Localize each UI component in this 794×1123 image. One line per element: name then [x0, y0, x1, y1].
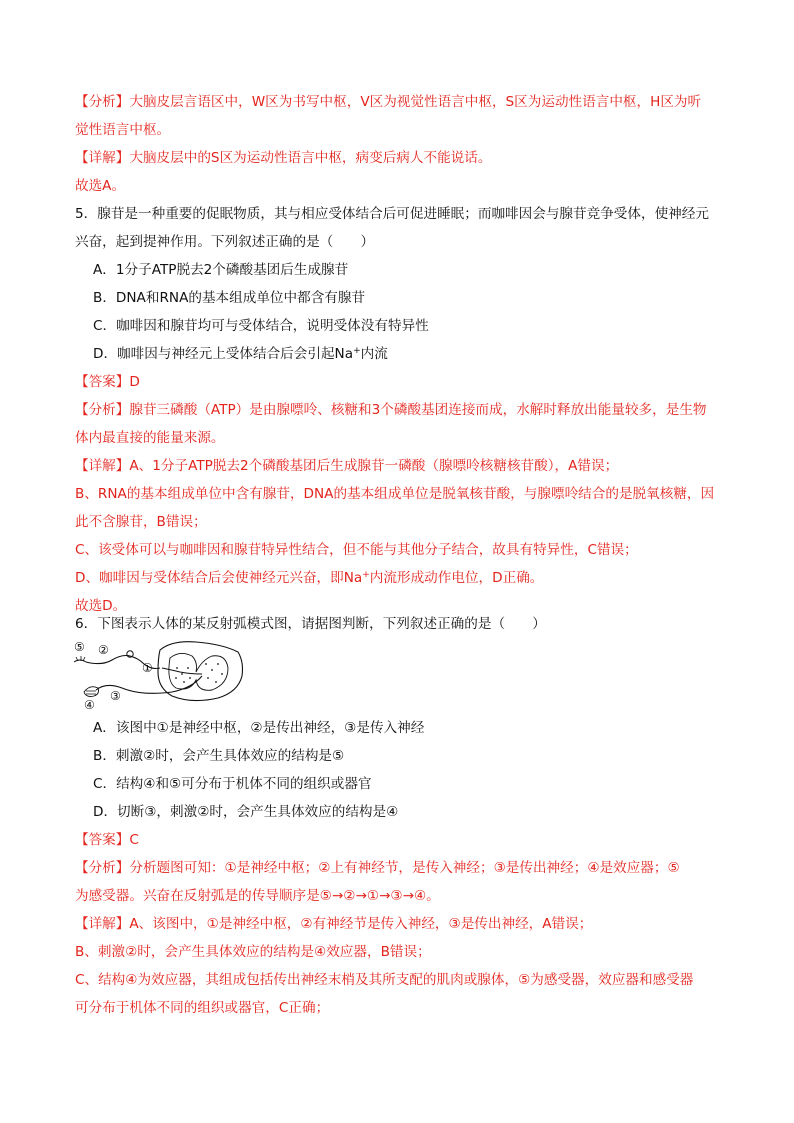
q5-detail-line-3: 此不含腺苷，B错误； — [75, 514, 207, 530]
q5-detail-line-1: 【详解】A、1分子ATP脱去2个磷酸基团后生成腺苷一磷酸（腺嘌呤核糖核苷酸），A错误； — [75, 458, 619, 474]
detail-tag: 【详解】 — [75, 916, 130, 932]
q5-answer — [75, 372, 725, 392]
q5-option-c: C．咖啡因和腺苷均可与受体结合，说明受体没有特异性 — [93, 318, 429, 334]
q6-detail-line-1: 【详解】A、该图中，①是神经中枢，②有神经节是传入神经，③是传出神经，A错误； — [75, 916, 593, 932]
figure-label-2: ② — [98, 643, 109, 657]
q6-detail-line-3: C、结构④为效应器，其组成包括传出神经末梢及其所支配的肌肉或腺体，⑤为感受器，效应器和感受器 — [75, 972, 694, 988]
reflex-arc-figure — [72, 638, 247, 710]
figure-label-3: ③ — [110, 689, 121, 703]
analysis-tag: 【分析】 — [75, 860, 130, 876]
q6-analysis-line-2: 为感受器。兴奋在反射弧是的传导顺序是⑤→②→①→③→④。 — [75, 888, 440, 904]
q5-choose: 故选D。 — [75, 598, 127, 614]
answer-tag: 【答案】 — [75, 832, 130, 848]
analysis-tag: 【分析】 — [75, 94, 130, 110]
q5-analysis-line-2: 体内最直接的能量来源。 — [75, 430, 225, 446]
answer-tag: 【答案】 — [75, 374, 130, 390]
q6-option-d: D．切断③，刺激②时，会产生具体效应的结构是④ — [93, 804, 399, 820]
q5-detail-line-5: D、咖啡因与受体结合后会使神经元兴奋，即Na+内流形成动作电位，D正确。 — [75, 570, 544, 586]
q5-option-a: A．1分子ATP脱去2个磷酸基团后生成腺苷 — [93, 262, 349, 278]
q6-option-a: A．该图中①是神经中枢，②是传出神经，③是传入神经 — [93, 720, 425, 736]
figure-label-4: ④ — [84, 698, 95, 710]
q5-option-b: B．DNA和RNA的基本组成单位中都含有腺苷 — [93, 290, 366, 306]
effector-muscle — [84, 687, 99, 697]
q5-stem-line-1: 5．腺苷是一种重要的促眠物质，其与相应受体结合后可促进睡眠；而咖啡因会与腺苷竞争受体，使神经元 — [75, 206, 709, 222]
figure-label-1: ① — [142, 661, 153, 675]
detail-tag: 【详解】 — [75, 458, 130, 474]
q5-analysis-line-1: 【分析】腺苷三磷酸（ATP）是由腺嘌呤、核糖和3个磷酸基团连接而成，水解时释放出能量较多，是生物 — [75, 402, 707, 418]
q6-stem: 6．下图表示人体的某反射弧模式图，请据图判断，下列叙述正确的是（ ） — [75, 616, 546, 632]
q5-option-d: D．咖啡因与神经元上受体结合后会引起Na+内流 — [93, 346, 388, 362]
q4-analysis-line-1: 【分析】大脑皮层言语区中，W区为书写中枢，V区为视觉性语言中枢，S区为运动性语言中枢，H区为听 — [75, 94, 702, 110]
q6-answer — [75, 830, 725, 850]
receptor-skin — [74, 660, 86, 662]
figure-label-5: ⑤ — [74, 640, 85, 654]
answer-value: D — [129, 374, 140, 390]
q6-option-c: C．结构④和⑤可分布于机体不同的组织或器官 — [93, 776, 372, 792]
q4-detail-line-1: 【详解】大脑皮层中的S区为运动性语言中枢，病变后病人不能说话。 — [75, 150, 492, 166]
q6-analysis-line-1: 【分析】分析题图可知：①是神经中枢；②上有神经节，是传入神经；③是传出神经；④是效应器；⑤ — [75, 860, 680, 876]
answer-value: C — [129, 832, 139, 848]
q4-choose: 故选A。 — [75, 178, 126, 194]
q5-detail-line-4: C、该受体可以与咖啡因和腺苷特异性结合，但不能与其他分子结合，故具有特异性，C错误； — [75, 542, 638, 558]
analysis-tag: 【分析】 — [75, 402, 130, 418]
muscle-striations — [86, 691, 96, 694]
q5-stem-line-2: 兴奋，起到提神作用。下列叙述正确的是（ ） — [75, 234, 375, 250]
q6-detail-line-4: 可分布于机体不同的组织或器官，C正确； — [75, 1000, 330, 1016]
detail-tag: 【详解】 — [75, 150, 130, 166]
q6-detail-line-2: B、刺激②时，会产生具体效应的结构是④效应器，B错误； — [75, 944, 431, 960]
q4-analysis-line-2: 觉性语言中枢。 — [75, 122, 171, 138]
q6-option-b: B．刺激②时，会产生具体效应的结构是⑤ — [93, 748, 345, 764]
q5-detail-line-2: B、RNA的基本组成单位中含有腺苷，DNA的基本组成单位是脱氧核苷酸，与腺嘌呤结合的是脱氧核糖，因 — [75, 486, 715, 502]
